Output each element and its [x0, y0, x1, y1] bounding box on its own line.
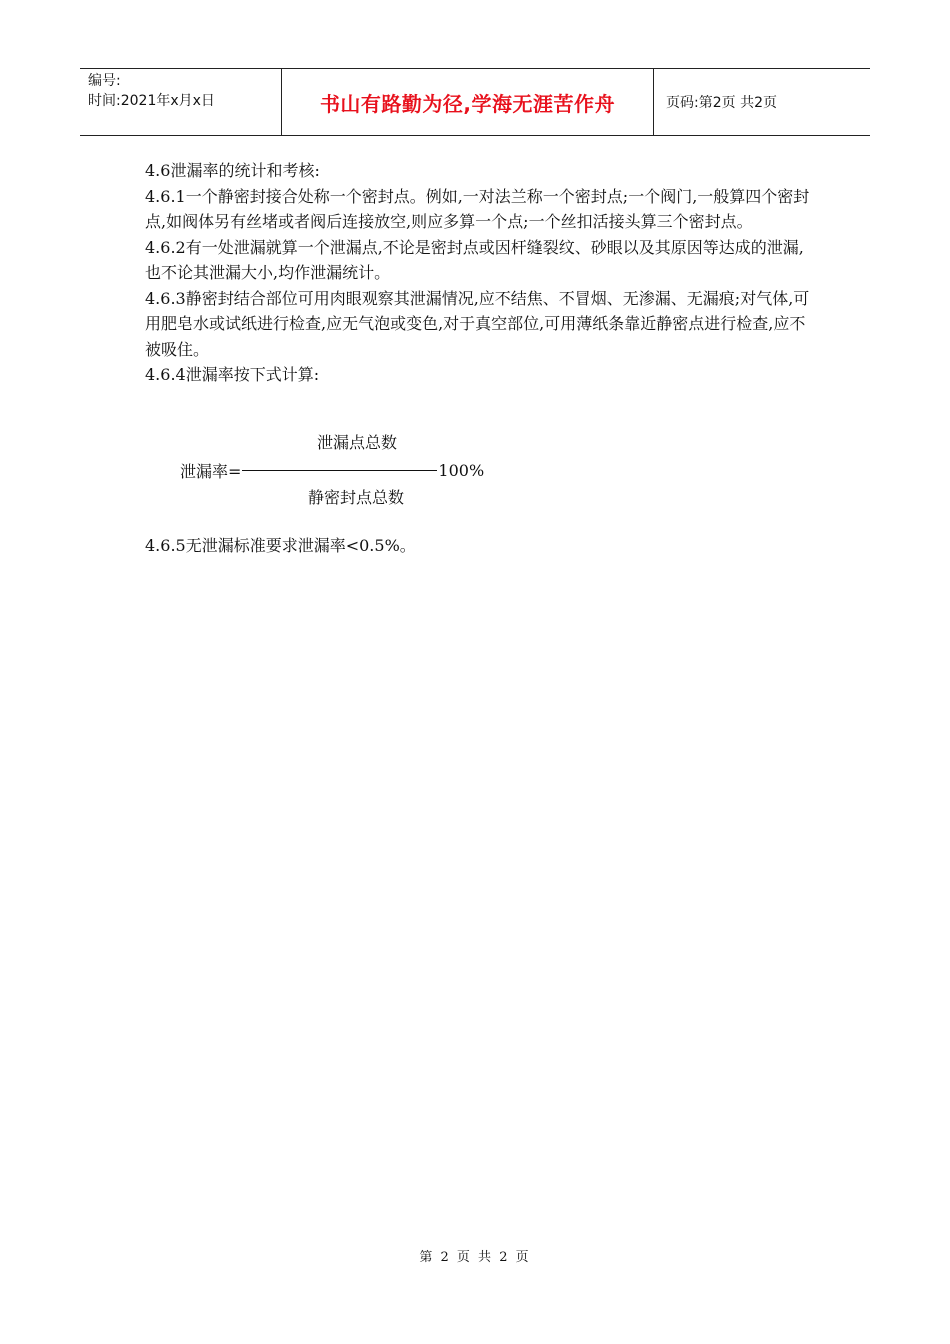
header-page-number: 页码:第2页 共2页	[666, 95, 777, 111]
page-footer: 第 2 页 共 2 页	[419, 1250, 531, 1265]
section-heading: 4.6泄漏率的统计和考核:	[145, 161, 320, 180]
formula-main-line	[180, 459, 484, 482]
paragraph-4-6-3: 4.6.3静密封结合部位可用肉眼观察其泄漏情况,应不结焦、不冒烟、无渗漏、无漏痕;对气体,可用肥皂水或试纸进行检查,应无气泡或变色,对于真空部位,可用薄纸条靠近静密点进行检查,应不被吸住。	[145, 288, 810, 359]
paragraph-4-6-4: 4.6.4泄漏率按下式计算:	[145, 365, 320, 384]
document-number-label: 编号:	[88, 73, 121, 89]
fraction-bar	[242, 470, 437, 471]
document-time-label: 时间:2021年x月x日	[88, 93, 215, 109]
paragraph-4-6-5: 4.6.5无泄漏标准要求泄漏率<0.5%。	[145, 536, 416, 555]
document-header	[80, 68, 870, 136]
formula-numerator: 泄漏点总数	[317, 433, 398, 452]
formula-lhs: 泄漏率=	[180, 462, 242, 481]
leak-rate-formula	[180, 430, 500, 514]
paragraph-4-6-1: 4.6.1一个静密封接合处称一个密封点。例如,一对法兰称一个密封点;一个阀门,一般算四个密封点,如阀体另有丝堵或者阀后连接放空,则应多算一个点;一个丝扣活接头算三个密封点。	[145, 186, 810, 231]
header-meta	[80, 69, 282, 135]
document-body	[145, 158, 815, 388]
header-motto: 书山有路勤为径,学海无涯苦作舟	[282, 69, 654, 135]
formula-denominator: 静密封点总数	[308, 488, 405, 507]
formula-factor: 100%	[438, 461, 485, 480]
paragraph-4-6-2: 4.6.2有一处泄漏就算一个泄漏点,不论是密封点或因杆缝裂纹、砂眼以及其原因等达成的泄漏,也不论其泄漏大小,均作泄漏统计。	[145, 237, 804, 282]
